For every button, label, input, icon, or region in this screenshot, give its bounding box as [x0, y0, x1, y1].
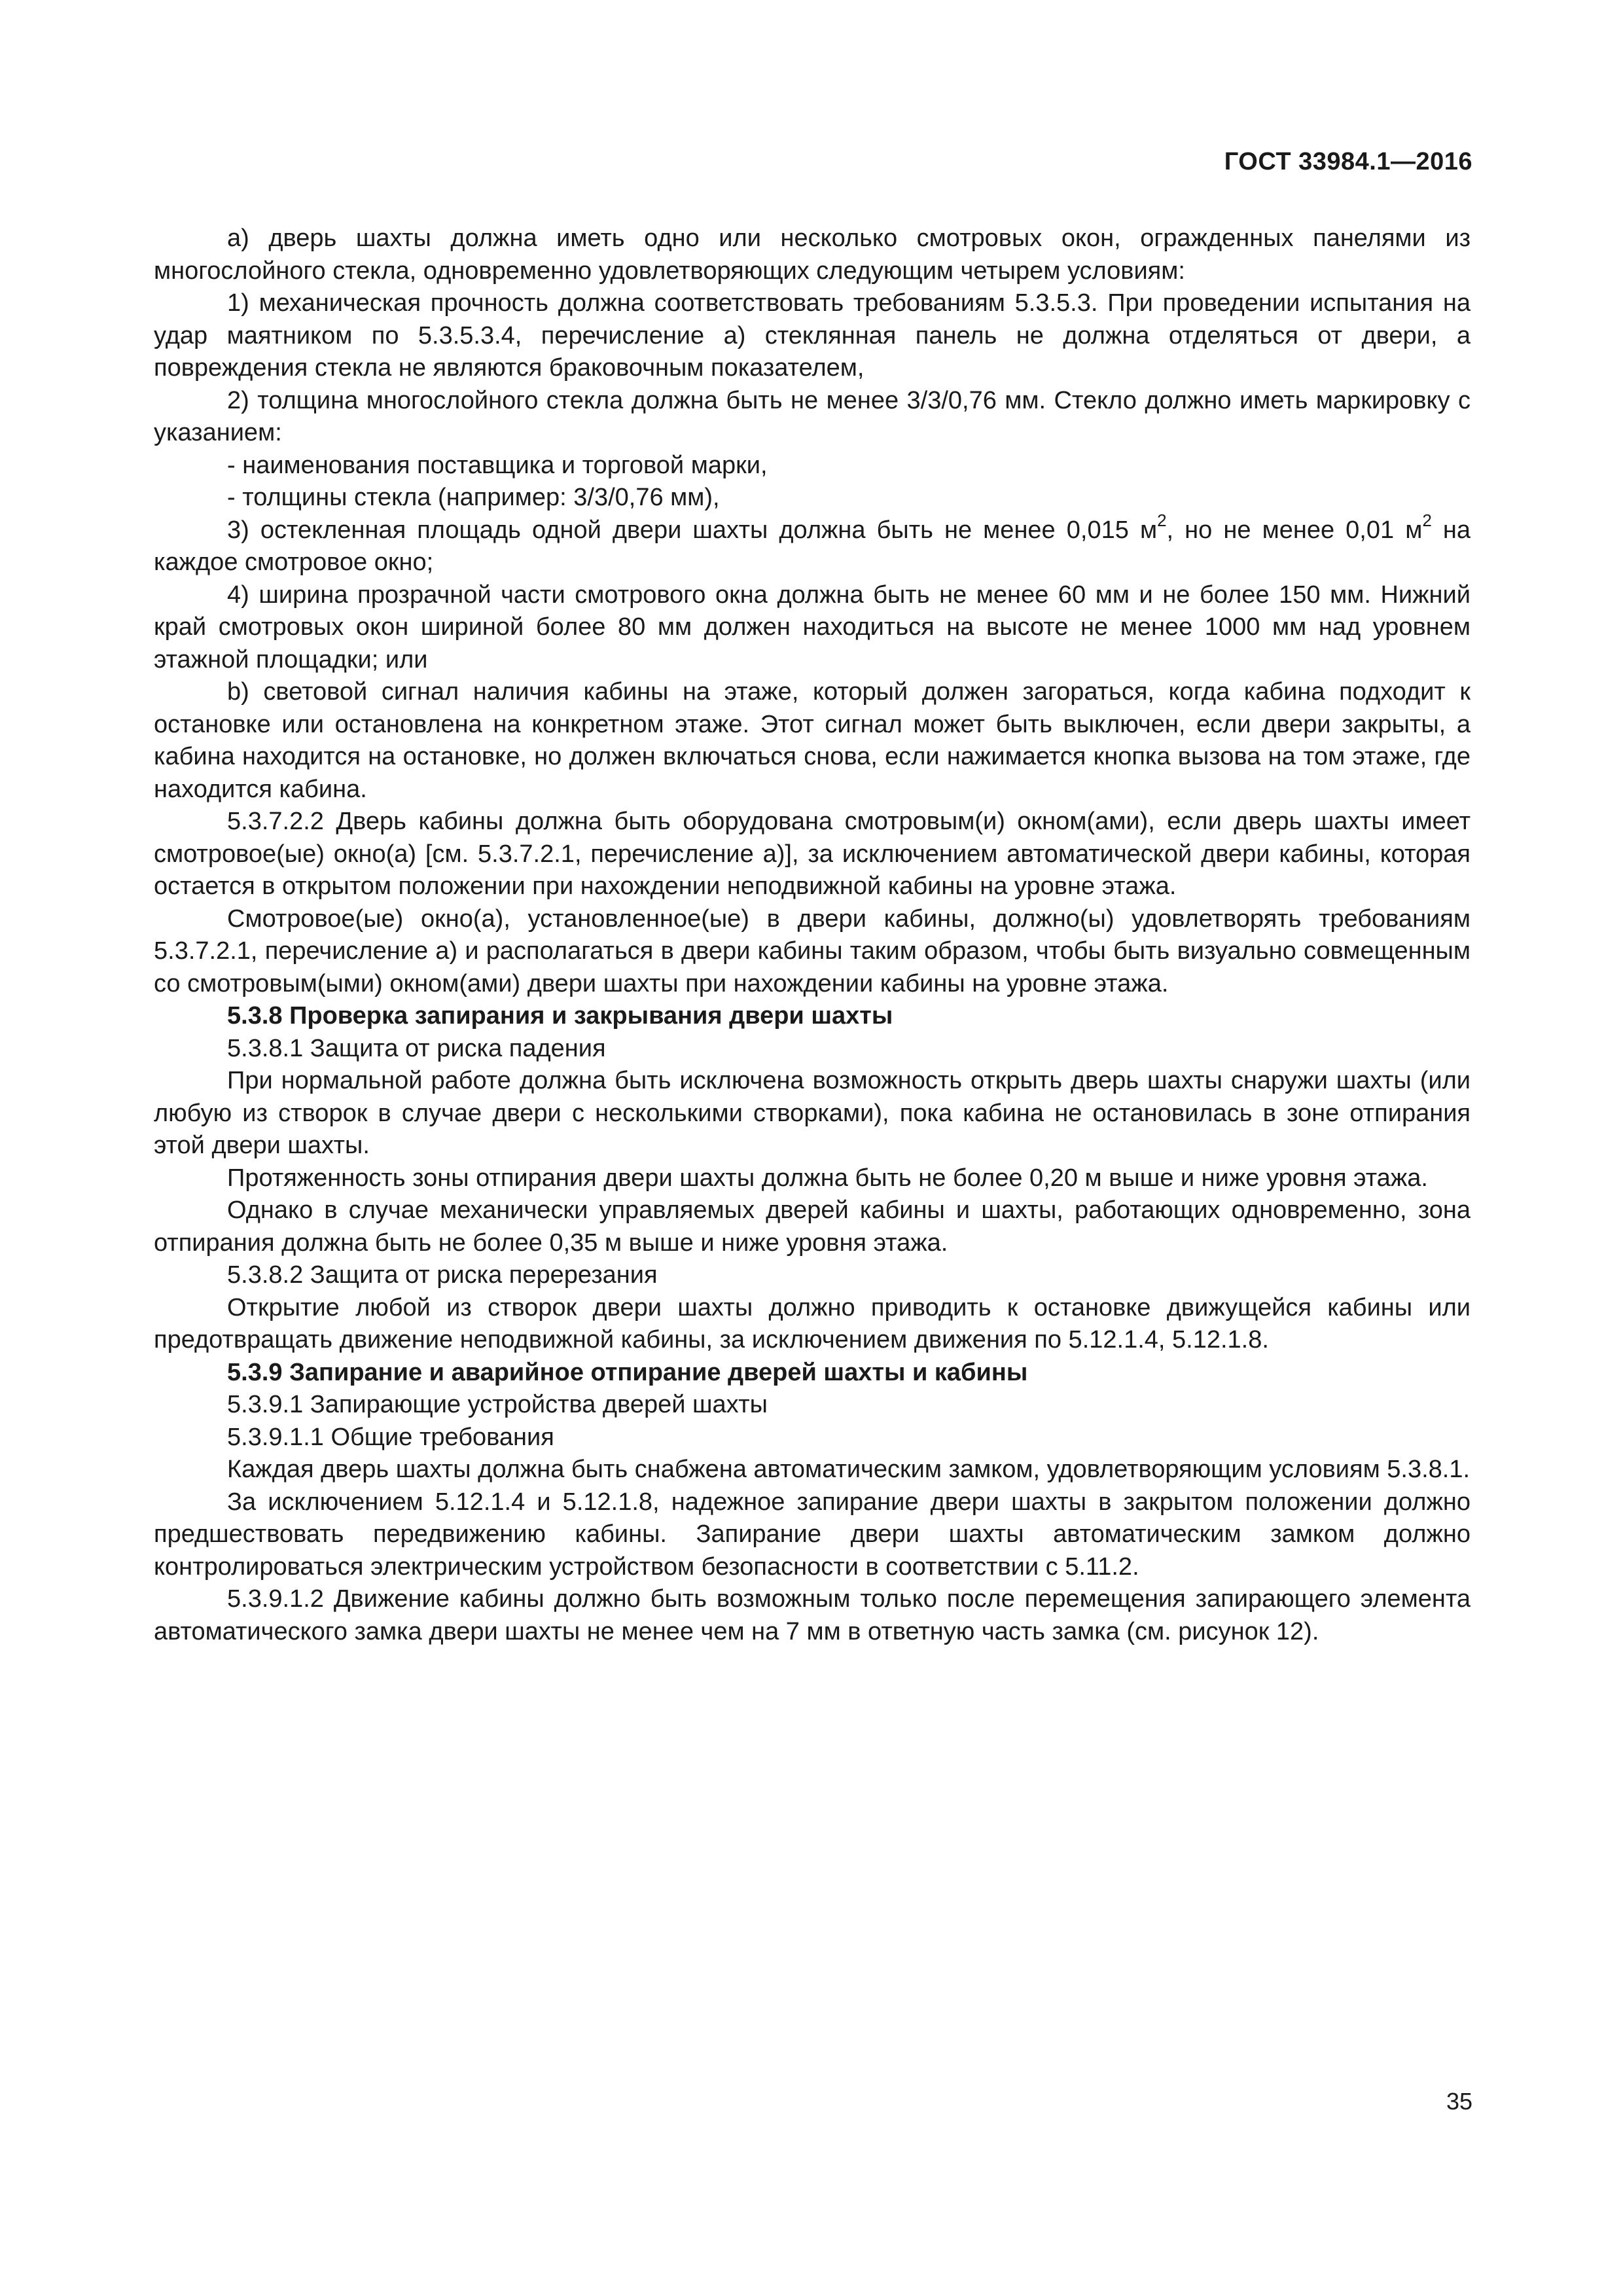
- list-item: - толщины стекла (например: 3/3/0,76 мм),: [227, 484, 720, 511]
- paragraph: Открытие любой из створок двери шахты должно приводить к остановке движущейся кабины или предотвращать движение неподвижной кабины, за исключением движения по 5.12.1.4, 5.12.1.8.: [154, 1293, 1471, 1354]
- superscript: 2: [1422, 510, 1432, 530]
- paragraph: Протяженность зоны отпирания двери шахты должна быть не более 0,20 м выше и ниже уровня этажа.: [227, 1164, 1428, 1192]
- paragraph-text: на каждое смотровое окно;: [154, 516, 1471, 576]
- paragraph: 1) механическая прочность должна соответствовать требованиям 5.3.5.3. При проведении испытания на удар маятником по 5.3.5.3.4, перечисление а) стеклянная панель не должна отделяться от двери, а повреждения стекла не являются браковочным показателем,: [154, 289, 1471, 382]
- section-heading: 5.3.8 Проверка запирания и закрывания двери шахты: [227, 1002, 893, 1030]
- paragraph: а) дверь шахты должна иметь одно или несколько смотровых окон, огражденных панелями из многослойного стекла, одновременно удовлетворяющих следующим четырем условиям:: [154, 224, 1471, 285]
- document-code-header: ГОСТ 33984.1—2016: [1224, 148, 1472, 175]
- paragraph: 4) ширина прозрачной части смотрового окна должна быть не менее 60 мм и не более 150 мм. Нижний край смотровых окон шириной более 80 мм должен находиться на высоте не менее 1000 мм над уровнем этажной площадки; или: [154, 581, 1471, 673]
- paragraph: Однако в случае механически управляемых дверей кабины и шахты, работающих одновременно, зона отпирания должна быть не более 0,35 м выше и ниже уровня этажа.: [154, 1196, 1471, 1257]
- subsection-title: 5.3.9.1.1 Общие требования: [227, 1423, 554, 1451]
- subsection-title: 5.3.8.1 Защита от риска падения: [227, 1034, 606, 1062]
- list-item: - наименования поставщика и торговой марки,: [227, 451, 768, 479]
- paragraph-text: 3) остекленная площадь одной двери шахты должна быть не менее 0,015 м: [227, 516, 1158, 544]
- paragraph: При нормальной работе должна быть исключена возможность открыть дверь шахты снаружи шахты (или любую из створок в случае двери с несколькими створками), пока кабина не остановилась в зоне отпирания этой двери шахты.: [154, 1067, 1471, 1159]
- paragraph: Смотровое(ые) окно(а), установленное(ые) в двери кабины, должно(ы) удовлетворять требованиям 5.3.7.2.1, перечисление а) и располагаться в двери кабины таким образом, чтобы быть визуально совмещенным со смотровым(ыми) окном(ами) двери шахты при нахождении кабины на уровне этажа.: [154, 905, 1471, 997]
- paragraph: b) световой сигнал наличия кабины на этаже, который должен загораться, когда кабина подходит к остановке или остановлена на конкретном этаже. Этот сигнал может быть выключен, если двери закрыты, а кабина находится на остановке, но должен включаться снова, если нажимается кнопка вызова на том этаже, где находится кабина.: [154, 678, 1471, 803]
- subsection-title: 5.3.9.1 Запирающие устройства дверей шахты: [227, 1391, 768, 1418]
- subsection-title: 5.3.8.2 Защита от риска перерезания: [227, 1261, 658, 1289]
- page-body: [154, 223, 1471, 1648]
- paragraph: [154, 510, 1471, 579]
- section-heading: 5.3.9 Запирание и аварийное отпирание дверей шахты и кабины: [227, 1358, 1028, 1386]
- page-number: 35: [1446, 2088, 1472, 2115]
- paragraph: Каждая дверь шахты должна быть снабжена автоматическим замком, удовлетворяющим условиям 5.3.8.1.: [227, 1456, 1471, 1483]
- superscript: 2: [1157, 510, 1167, 530]
- paragraph: За исключением 5.12.1.4 и 5.12.1.8, надежное запирание двери шахты в закрытом положении должно предшествовать передвижению кабины. Запирание двери шахты автоматическим замком должно контролироваться электрическим устройством безопасности в соответствии с 5.11.2.: [154, 1488, 1471, 1581]
- paragraph: 2) толщина многослойного стекла должна быть не менее 3/3/0,76 мм. Стекло должно иметь маркировку с указанием:: [154, 386, 1471, 446]
- paragraph-text: , но не менее 0,01 м: [1166, 516, 1423, 544]
- paragraph: 5.3.9.1.2 Движение кабины должно быть возможным только после перемещения запирающего элемента автоматического замка двери шахты не менее чем на 7 мм в ответную часть замка (см. рисунок 12).: [154, 1585, 1471, 1645]
- paragraph: 5.3.7.2.2 Дверь кабины должна быть оборудована смотровым(и) окном(ами), если дверь шахты имеет смотровое(ые) окно(а) [см. 5.3.7.2.1, перечисление а)], за исключением автоматической двери кабины, которая остается в открытом положении при нахождении неподвижной кабины на уровне этажа.: [154, 808, 1471, 900]
